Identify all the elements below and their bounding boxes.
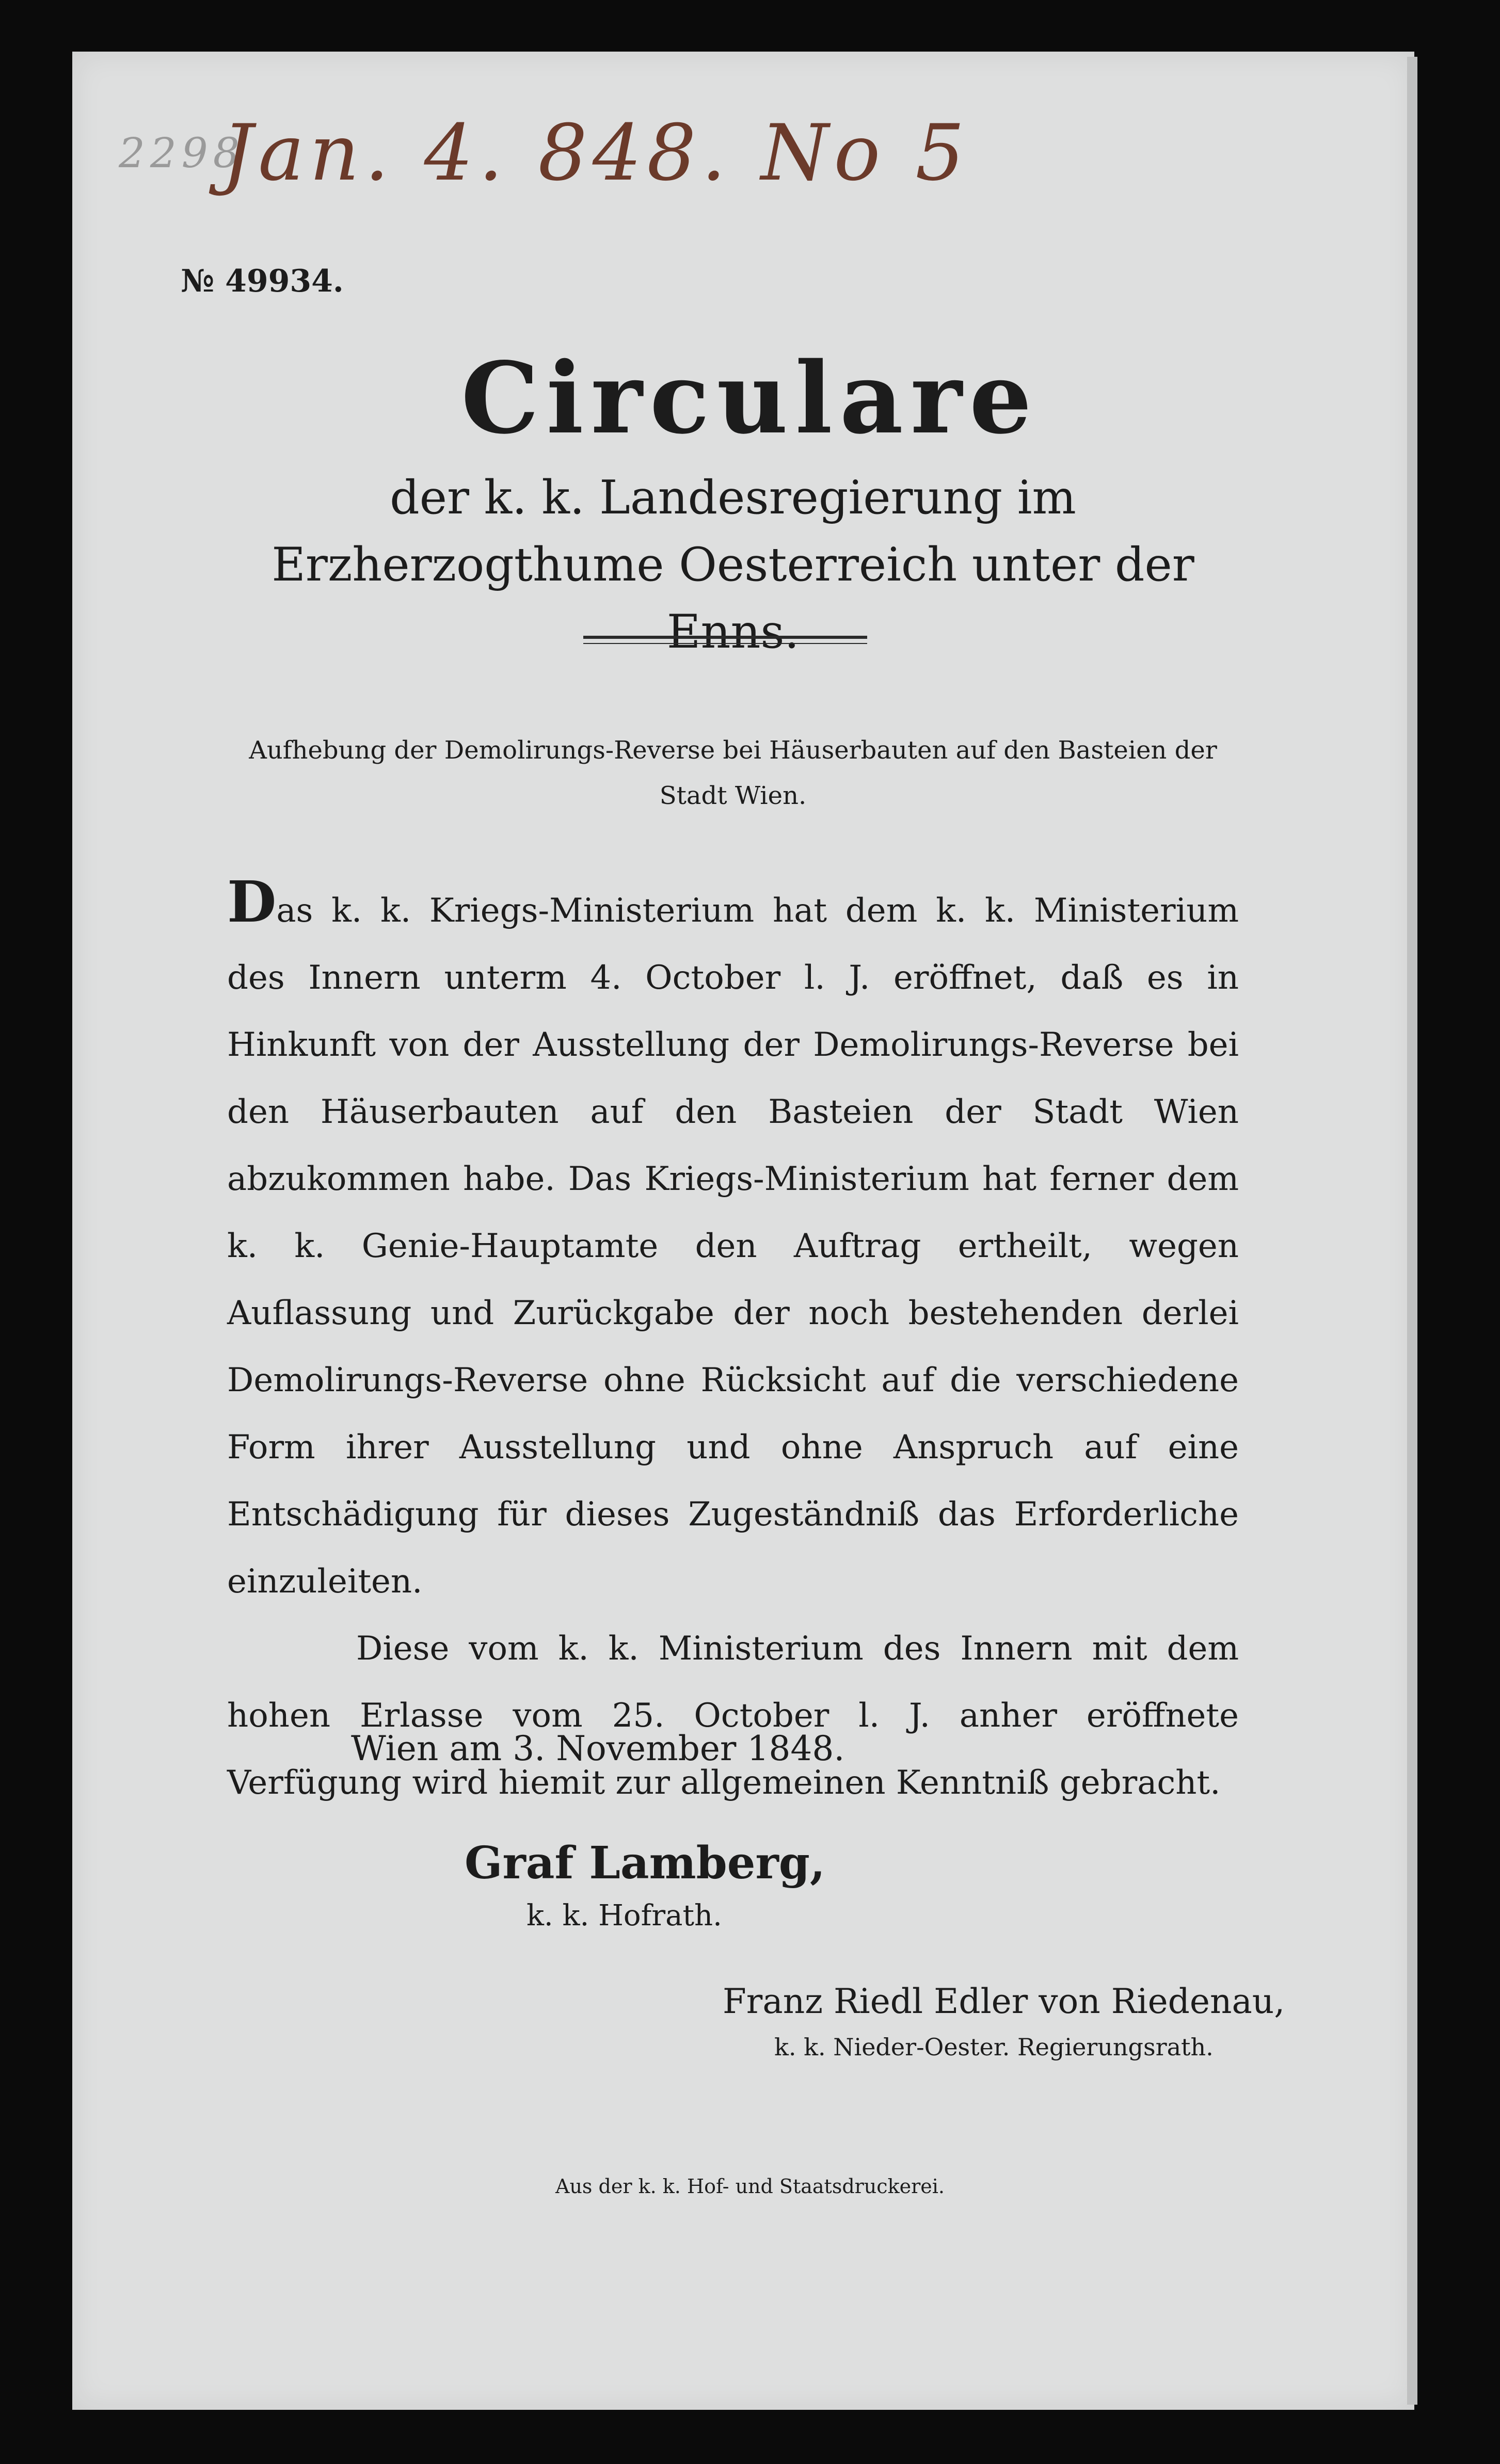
drop-cap: D <box>227 868 277 935</box>
document-subtitle: der k. k. Landesregierung im Erzherzogthume Oesterreich unter der Enns. <box>272 471 1194 659</box>
signatory-2-title: k. k. Nieder-Oester. Regierungsrath. <box>774 2033 1214 2061</box>
handwritten-reference: Jan. 4. 848. No 5 <box>222 108 970 198</box>
signatory-1-name: Graf Lamberg, <box>465 1837 825 1889</box>
paragraph-1 <box>227 868 1239 1615</box>
document-date: Wien am 3. November 1848. <box>351 1729 845 1768</box>
printer-imprint: Aus der k. k. Hof- und Staatsdruckerei. <box>555 2175 945 2198</box>
document-title: Circulare <box>461 341 1039 456</box>
paragraph-2: Diese vom k. k. Ministerium des Innern mit dem hohen Erlasse vom 25. October l. J. anher eröffnete Verfügung wird hiemit zur allgemeinen Kenntniß gebracht. <box>227 1630 1239 1802</box>
divider-rule-thin <box>583 643 867 644</box>
signatory-1-title: k. k. Hofrath. <box>526 1899 722 1932</box>
divider-rule <box>583 636 867 639</box>
document-topic: Aufhebung der Demolirungs-Reverse bei Häuserbauten auf den Basteien der Stadt Wien. <box>249 736 1217 810</box>
document-number: № 49934. <box>181 263 344 299</box>
paragraph-1-text: as k. k. Kriegs-Ministerium hat dem k. k. Ministerium des Innern unterm 4. October l. J. eröffnet, daß es in Hinkunft von der Ausstellung der Demolirungs-Reverse bei den Häuserbauten auf den Basteien der Stadt Wien abzukommen habe. Das Kriegs-Ministerium hat ferner dem k. k. Genie-Hauptamte den Auftrag ertheilt, wegen Auflassung und Zurückgabe der noch bestehenden derlei Demolirungs-Reverse ohne Rücksicht auf die verschiedene Form ihrer Ausstellung und ohne Anspruch auf eine Entschädigung für dieses Zugeständniß das Erforderliche einzuleiten. <box>227 892 1239 1601</box>
handwritten-annotation <box>119 98 1099 263</box>
signatory-2-name: Franz Riedl Edler von Riedenau, <box>723 1982 1285 2021</box>
handwritten-prefix: 2298 <box>119 129 245 177</box>
document-body <box>227 868 1239 1816</box>
